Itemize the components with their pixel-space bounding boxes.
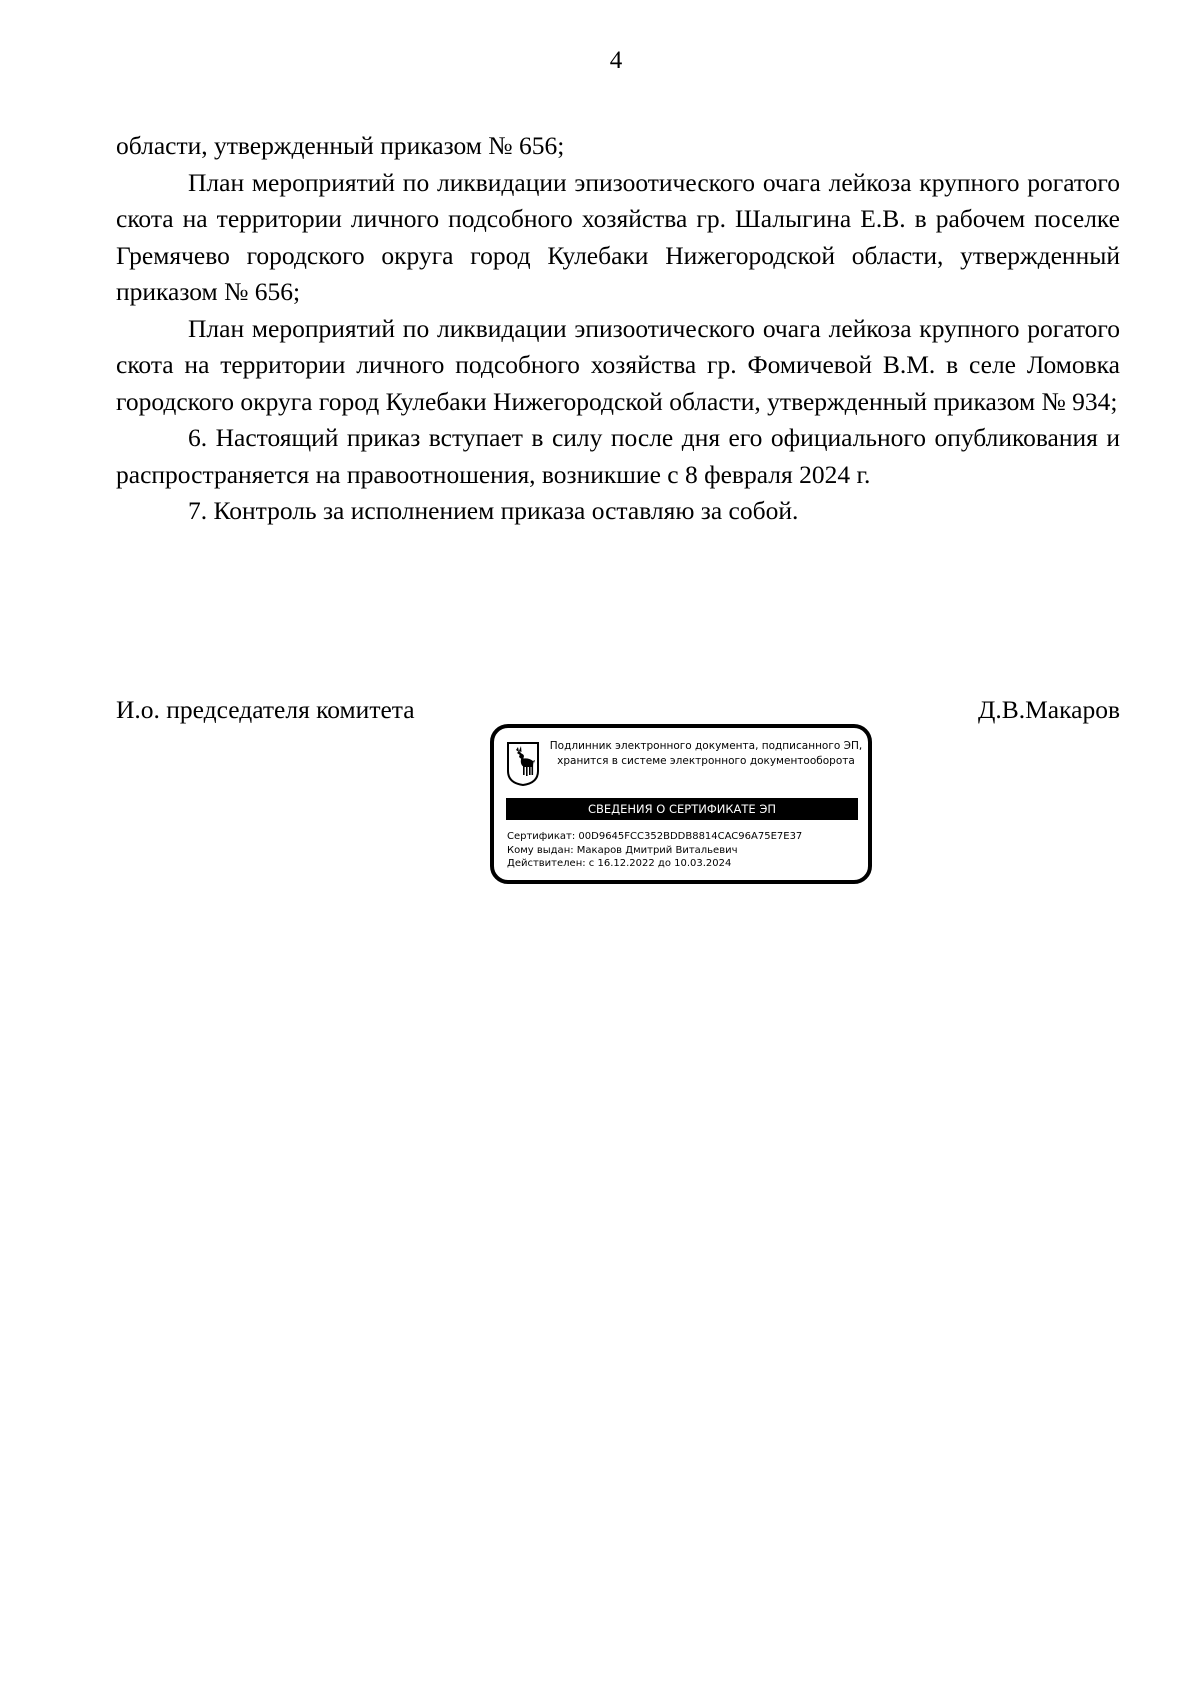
stamp-header-line: хранится в системе электронного документооборота bbox=[557, 755, 855, 767]
nizhny-novgorod-deer-emblem-icon bbox=[506, 741, 540, 787]
paragraph-continuation: области, утвержденный приказом № 656; bbox=[116, 131, 565, 160]
valid-value: с 16.12.2022 до 10.03.2024 bbox=[588, 858, 732, 869]
certificate-details bbox=[507, 830, 859, 871]
page-number: 4 bbox=[609, 47, 623, 74]
issued-to-label: Кому выдан: bbox=[507, 844, 574, 856]
document-body bbox=[116, 128, 1120, 530]
signer-title: И.о. председателя комитета bbox=[116, 695, 415, 724]
certificate-info-bar: СВЕДЕНИЯ О СЕРТИФИКАТЕ ЭП bbox=[506, 798, 858, 820]
paragraph-plan-fomicheva: План мероприятий по ликвидации эпизоотического очага лейкоза крупного рогатого скота на территории личного подсобного хозяйства гр. Фомичевой В.М. в селе Ломовка городского округа город Кулебаки Нижегородской области, утвержденный приказом № 934; bbox=[116, 313, 1120, 416]
stamp-header bbox=[548, 739, 864, 769]
issued-to-value: Макаров Дмитрий Витальевич bbox=[576, 844, 738, 856]
electronic-signature-stamp bbox=[490, 724, 872, 884]
stamp-header-line: Подлинник электронного документа, подписанного ЭП, bbox=[549, 740, 863, 752]
paragraph-plan-shalygin: План мероприятий по ликвидации эпизоотического очага лейкоза крупного рогатого скота на территории личного подсобного хозяйства гр. Шалыгина Е.В. в рабочем поселке Гремячево городского округа город Кулебаки Нижегородской области, утвержденный приказом № 656; bbox=[116, 167, 1120, 306]
issued-to-row bbox=[507, 844, 859, 858]
certificate-row bbox=[507, 830, 859, 844]
paragraph-item-7: 7. Контроль за исполнением приказа оставляю за собой. bbox=[188, 496, 799, 525]
certificate-label: Сертификат: bbox=[507, 831, 576, 842]
certificate-value: 00D9645FCC352BDDB8814CAC96A75E7E37 bbox=[578, 831, 803, 842]
valid-row bbox=[507, 857, 859, 871]
signer-name: Д.В.Макаров bbox=[977, 695, 1120, 724]
paragraph-item-6: 6. Настоящий приказ вступает в силу после дня его официального опубликования и распространяется на правоотношения, возникшие с 8 февраля 2024 г. bbox=[116, 423, 1120, 489]
valid-label: Действителен: bbox=[507, 858, 586, 869]
